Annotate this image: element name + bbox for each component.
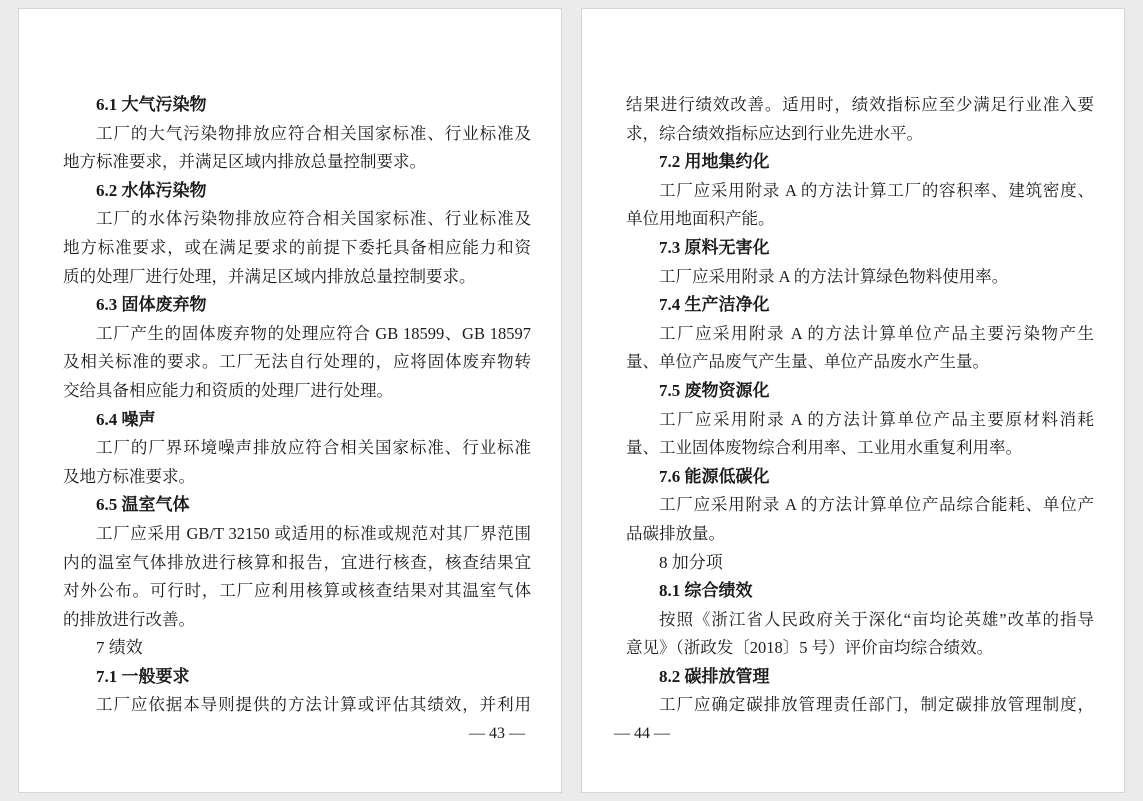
- text-line: 工厂产生的固体废弃物的处理应符合 GB 18599、GB 18597: [96, 323, 531, 343]
- text-line: 对外公布。可行时，工厂应利用核算或核查结果对其温室气体: [63, 581, 531, 601]
- text-line: 量、单位产品废气产生量、单位产品废水产生量。: [626, 352, 989, 372]
- text-line: 量、工业固体废物综合利用率、工业用水重复利用率。: [626, 438, 1022, 458]
- text-line: 工厂应采用附录 A 的方法计算绿色物料使用率。: [659, 266, 1009, 286]
- page-44-content: [582, 9, 1124, 720]
- text-line: 地方标准要求，并满足区域内排放总量控制要求。: [63, 152, 426, 172]
- text-line: 求，综合绩效指标应达到行业先进水平。: [626, 123, 923, 143]
- text-line: 及地方标准要求。: [63, 466, 195, 486]
- section-heading: 7.5 废物资源化: [659, 380, 770, 400]
- section-heading: 6.3 固体废弃物: [96, 295, 207, 315]
- page-43-content: [19, 9, 561, 720]
- section-heading: 7.6 能源低碳化: [659, 466, 770, 486]
- text-line: 及相关标准的要求。工厂无法自行处理的，应将固体废弃物转: [63, 352, 531, 372]
- text-line: 工厂的大气污染物排放应符合相关国家标准、行业标准及: [96, 123, 531, 143]
- text-line: 工厂应依据本导则提供的方法计算或评估其绩效，并利用: [96, 695, 531, 715]
- text-line: 工厂应采用附录 A 的方法计算单位产品主要原材料消耗: [659, 409, 1094, 429]
- text-line: 意见》（浙政发〔2018〕5 号）评价亩均综合绩效。: [626, 638, 994, 658]
- section-heading: 6.5 温室气体: [96, 495, 190, 515]
- section-heading: 8 加分项: [659, 552, 723, 572]
- page-44: [581, 8, 1125, 793]
- text-line: 质的处理厂进行处理，并满足区域内排放总量控制要求。: [63, 266, 476, 286]
- text-line: 工厂的水体污染物排放应符合相关国家标准、行业标准及: [96, 209, 531, 229]
- section-heading: 6.1 大气污染物: [96, 95, 207, 114]
- page-43: [18, 8, 562, 793]
- text-line: 品碳排放量。: [626, 523, 725, 543]
- section-heading: 8.2 碳排放管理: [659, 666, 770, 686]
- section-heading: 7.4 生产洁净化: [659, 295, 770, 315]
- page-44-number: — 44 —: [614, 725, 670, 743]
- text-line: 交给具备相应能力和资质的处理厂进行处理。: [63, 380, 393, 400]
- text-line: 地方标准要求，或在满足要求的前提下委托具备相应能力和资: [63, 237, 531, 257]
- text-line: 内的温室气体排放进行核算和报告，宜进行核查，核查结果宜: [63, 552, 531, 572]
- section-heading: 6.4 噪声: [96, 409, 156, 429]
- page-43-number: — 43 —: [469, 725, 525, 743]
- text-line: 工厂应采用 GB/T 32150 或适用的标准或规范对其厂界范围: [96, 523, 531, 543]
- text-line: 工厂应采用附录 A 的方法计算工厂的容积率、建筑密度、: [659, 180, 1094, 200]
- text-line: 的排放进行改善。: [63, 609, 195, 629]
- text-line: 按照《浙江省人民政府关于深化“亩均论英雄”改革的指导: [659, 609, 1094, 629]
- text-line: 工厂应采用附录 A 的方法计算单位产品综合能耗、单位产: [659, 495, 1094, 515]
- section-heading: 7.2 用地集约化: [659, 152, 770, 172]
- text-line: 工厂的厂界环境噪声排放应符合相关国家标准、行业标准: [96, 438, 531, 458]
- text-line: 结果进行绩效改善。适用时，绩效指标应至少满足行业准入要: [626, 95, 1094, 114]
- text-line: 单位用地面积产能。: [626, 209, 775, 229]
- text-line: 工厂应采用附录 A 的方法计算单位产品主要污染物产生: [659, 323, 1094, 343]
- section-heading: 7 绩效: [96, 638, 143, 658]
- section-heading: 8.1 综合绩效: [659, 581, 753, 601]
- section-heading: 7.3 原料无害化: [659, 237, 770, 257]
- text-line: 工厂应确定碳排放管理责任部门，制定碳排放管理制度，: [659, 695, 1094, 715]
- section-heading: 7.1 一般要求: [96, 666, 190, 686]
- section-heading: 6.2 水体污染物: [96, 180, 207, 200]
